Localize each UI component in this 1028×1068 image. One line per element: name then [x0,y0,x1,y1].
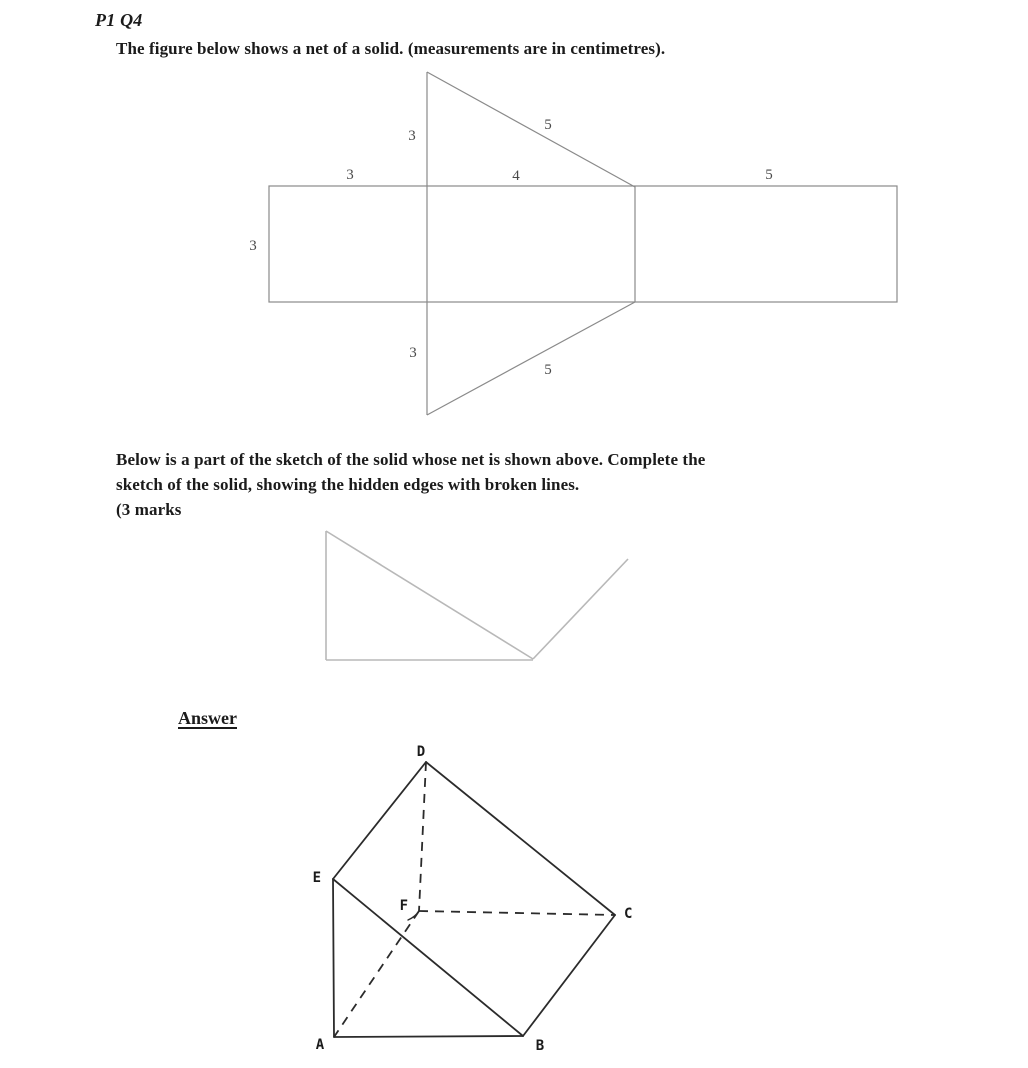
net-lower-hypotenuse [427,302,635,415]
hidden-edge-DF [419,762,426,911]
edge-EB [333,879,523,1036]
vertex-F-tick [408,911,419,920]
vertex-label-E: E [312,870,321,886]
edge-AB [334,1036,523,1037]
instruction-paragraph [116,447,996,522]
dim-left-side: 3 [249,238,257,254]
vertex-label-B: B [535,1038,545,1054]
answer-heading: Answer [178,708,237,728]
vertex-label-F: F [399,898,408,914]
vertex-label-D: D [416,744,426,760]
intro-text: The figure below shows a net of a solid. (measurements are in centimetres). [116,39,666,58]
edge-DE [333,762,426,879]
sketch-hypotenuse [326,531,533,659]
instruction-line-2: sketch of the solid, showing the hidden edges with broken lines. [116,475,580,494]
dim-middle-top: 4 [512,168,520,184]
dim-lower-leg: 3 [409,345,417,361]
dim-lower-hypotenuse: 5 [544,362,552,378]
sketch-rising-edge [533,559,628,659]
edge-DC [426,762,615,915]
dim-left-top: 3 [346,167,354,183]
partial-sketch-diagram [295,515,640,670]
hidden-edge-FC [419,911,615,915]
dim-right-top: 5 [765,167,773,183]
question-number: P1 Q4 [95,10,143,30]
net-rectangle [269,186,897,302]
vertex-label-A: A [315,1037,325,1053]
solid-sketch-diagram [300,738,645,1060]
instruction-line-1: Below is a part of the sketch of the solid whose net is shown above. Complete the [116,450,706,469]
edge-BC [523,915,615,1036]
net-diagram [230,60,930,425]
dim-upper-leg: 3 [408,128,416,144]
vertex-label-C: C [624,906,633,922]
net-upper-hypotenuse [427,72,635,187]
instruction-line-3: (3 marks [116,500,182,519]
hidden-edge-FA [334,911,419,1037]
dim-upper-hypotenuse: 5 [544,117,552,133]
edge-EA [333,879,334,1037]
